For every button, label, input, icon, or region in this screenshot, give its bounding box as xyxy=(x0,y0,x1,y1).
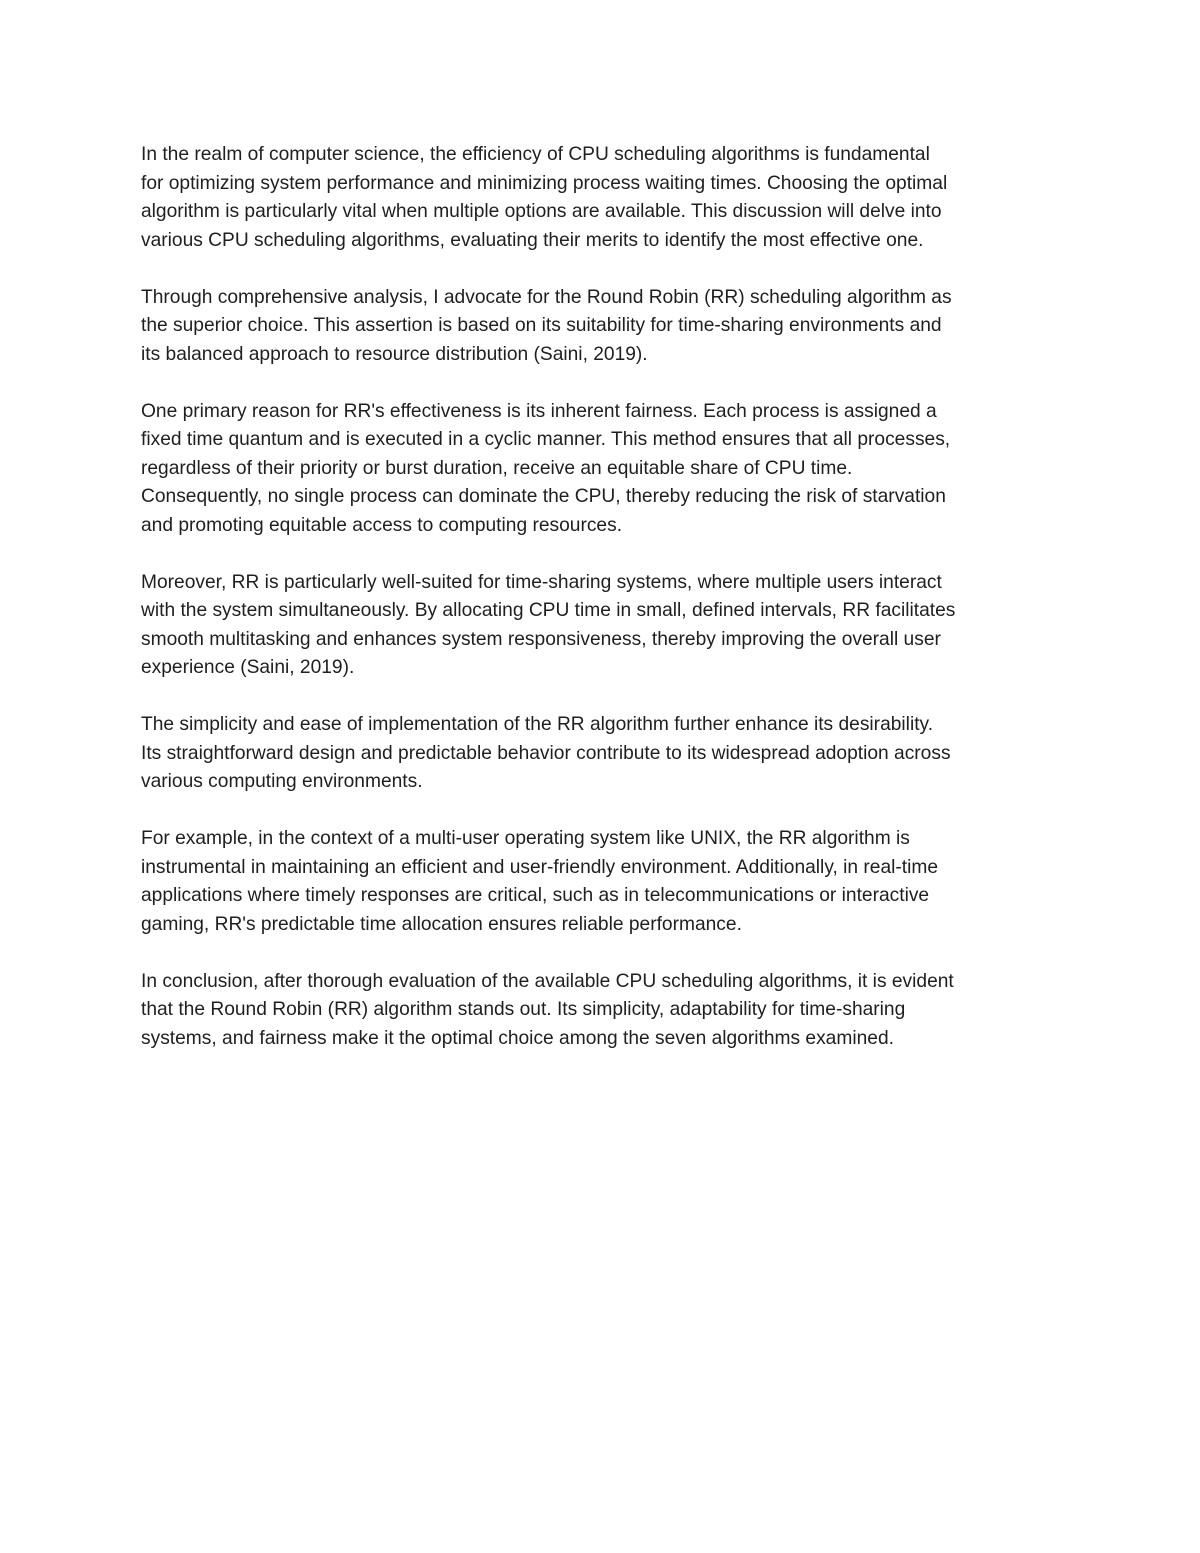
text-line: Consequently, no single process can dominate the CPU, thereby reducing the risk of starvation xyxy=(141,486,946,507)
text-line: In the realm of computer science, the efficiency of CPU scheduling algorithms is fundamental xyxy=(141,144,930,165)
text-line: Its straightforward design and predictable behavior contribute to its widespread adoption across xyxy=(141,742,951,764)
text-line: gaming, RR's predictable time allocation ensures reliable performance. xyxy=(141,913,742,935)
text-line: systems, and fairness make it the optimal choice among the seven algorithms examined. xyxy=(141,1027,894,1049)
paragraph-fairness xyxy=(141,398,1061,541)
text-line: applications where timely responses are critical, such as in telecommunications or interactive xyxy=(141,885,930,906)
text-line: that the Round Robin (RR) algorithm stands out. Its simplicity, adaptability for time-sharing xyxy=(141,999,906,1020)
paragraph-thesis xyxy=(141,284,1061,370)
text-line: For example, in the context of a multi-user operating system like UNIX, the RR algorithm is xyxy=(141,828,910,849)
text-line: the superior choice. This assertion is based on its suitability for time-sharing environments and xyxy=(141,315,942,336)
text-line: In conclusion, after thorough evaluation of the available CPU scheduling algorithms, it is evident xyxy=(141,970,954,992)
text-line: various CPU scheduling algorithms, evaluating their merits to identify the most effective one. xyxy=(141,229,924,251)
paragraph-conclusion xyxy=(141,968,1061,1054)
paragraph-example xyxy=(141,825,1061,939)
text-line: its balanced approach to resource distribution (Saini, 2019). xyxy=(141,343,648,365)
text-line: experience (Saini, 2019). xyxy=(141,657,355,678)
paragraph-intro xyxy=(141,141,1061,255)
text-line: Moreover, RR is particularly well-suited for time-sharing systems, where multiple users interact xyxy=(141,571,942,593)
text-line: The simplicity and ease of implementation of the RR algorithm further enhance its desirability. xyxy=(141,714,934,735)
document-body xyxy=(141,141,1061,1082)
paragraph-time-sharing xyxy=(141,569,1061,683)
text-line: for optimizing system performance and minimizing process waiting times. Choosing the optimal xyxy=(141,172,948,194)
text-line: with the system simultaneously. By allocating CPU time in small, defined intervals, RR facilitates xyxy=(141,600,956,621)
text-line: Through comprehensive analysis, I advocate for the Round Robin (RR) scheduling algorithm as xyxy=(141,286,952,308)
text-line: regardless of their priority or burst duration, receive an equitable share of CPU time. xyxy=(141,457,853,479)
paragraph-simplicity xyxy=(141,711,1061,797)
text-line: fixed time quantum and is executed in a cyclic manner. This method ensures that all processes, xyxy=(141,429,951,450)
text-line: smooth multitasking and enhances system responsiveness, thereby improving the overall user xyxy=(141,628,941,650)
text-line: instrumental in maintaining an efficient and user-friendly environment. Additionally, in real-time xyxy=(141,856,939,878)
text-line: various computing environments. xyxy=(141,771,423,792)
text-line: algorithm is particularly vital when multiple options are available. This discussion will delve into xyxy=(141,201,942,222)
text-line: and promoting equitable access to computing resources. xyxy=(141,514,623,536)
text-line: One primary reason for RR's effectiveness is its inherent fairness. Each process is assigned a xyxy=(141,400,937,422)
